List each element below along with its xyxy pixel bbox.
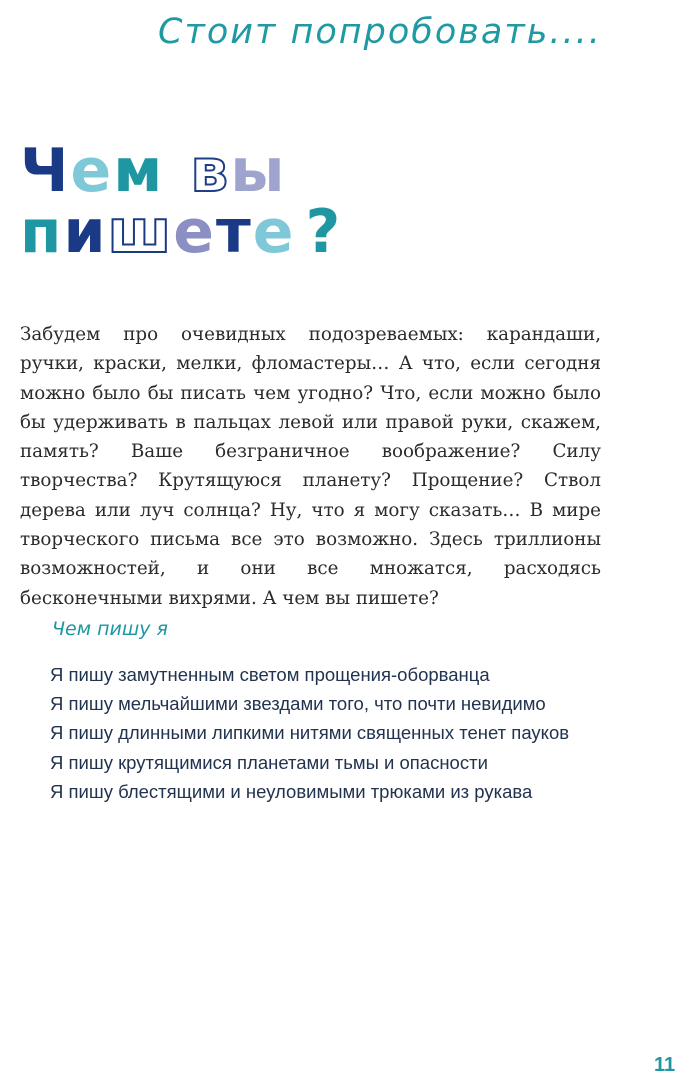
poem-line: Я пишу крутящимися планетами тьмы и опасности — [50, 751, 488, 773]
title-letter: п — [20, 197, 62, 267]
title-letter: е — [173, 197, 214, 267]
intro-paragraph: Забудем про очевидных подозреваемых: карандаши, ручки, краски, мелки, фломастеры… А что, если сегодня можно было бы писать чем угодно? Что, если можно было бы удерживать в пальцах левой или правой руки, скажем, память? Ваше безграничное воображение? Силу творчества? Крутящуюся планету? Прощение? Ствол дерева или луч солнца? Ну, что я могу сказать… В мире творческого письма все это возможно. Здесь триллионы возможностей, и они все множатся, расходясь бесконечными вихрями. А чем вы пишете? — [20, 324, 601, 609]
title-letter: в — [190, 136, 229, 206]
poem-title: Чем пишу я — [52, 618, 168, 640]
poem-line: Я пишу блестящими и неуловимыми трюками из рукава — [50, 780, 533, 802]
poem-lines — [50, 660, 569, 806]
poem-line: Я пишу длинными липкими нитями священных тенет пауков — [50, 722, 570, 744]
poem-line: Я пишу мельчайшими звездами того, что почти невидимо — [50, 693, 546, 715]
title-letter: т — [215, 197, 251, 267]
title-letter: ш — [107, 197, 172, 267]
page-title-line-1 — [20, 136, 286, 206]
title-letter: е — [70, 136, 112, 206]
page-title-line-2 — [20, 197, 342, 267]
title-letter: ы — [230, 136, 285, 206]
title-question-mark: ? — [305, 197, 341, 267]
page-number: 11 — [654, 1054, 676, 1076]
section-tagline: Стоит попробовать.... — [158, 12, 602, 52]
poem-line: Я пишу замутненным светом прощения-оборванца — [50, 664, 490, 685]
title-letter: и — [63, 197, 106, 267]
title-letter: м — [113, 136, 163, 206]
title-letter: е — [252, 197, 294, 267]
title-letter: Ч — [20, 136, 69, 206]
